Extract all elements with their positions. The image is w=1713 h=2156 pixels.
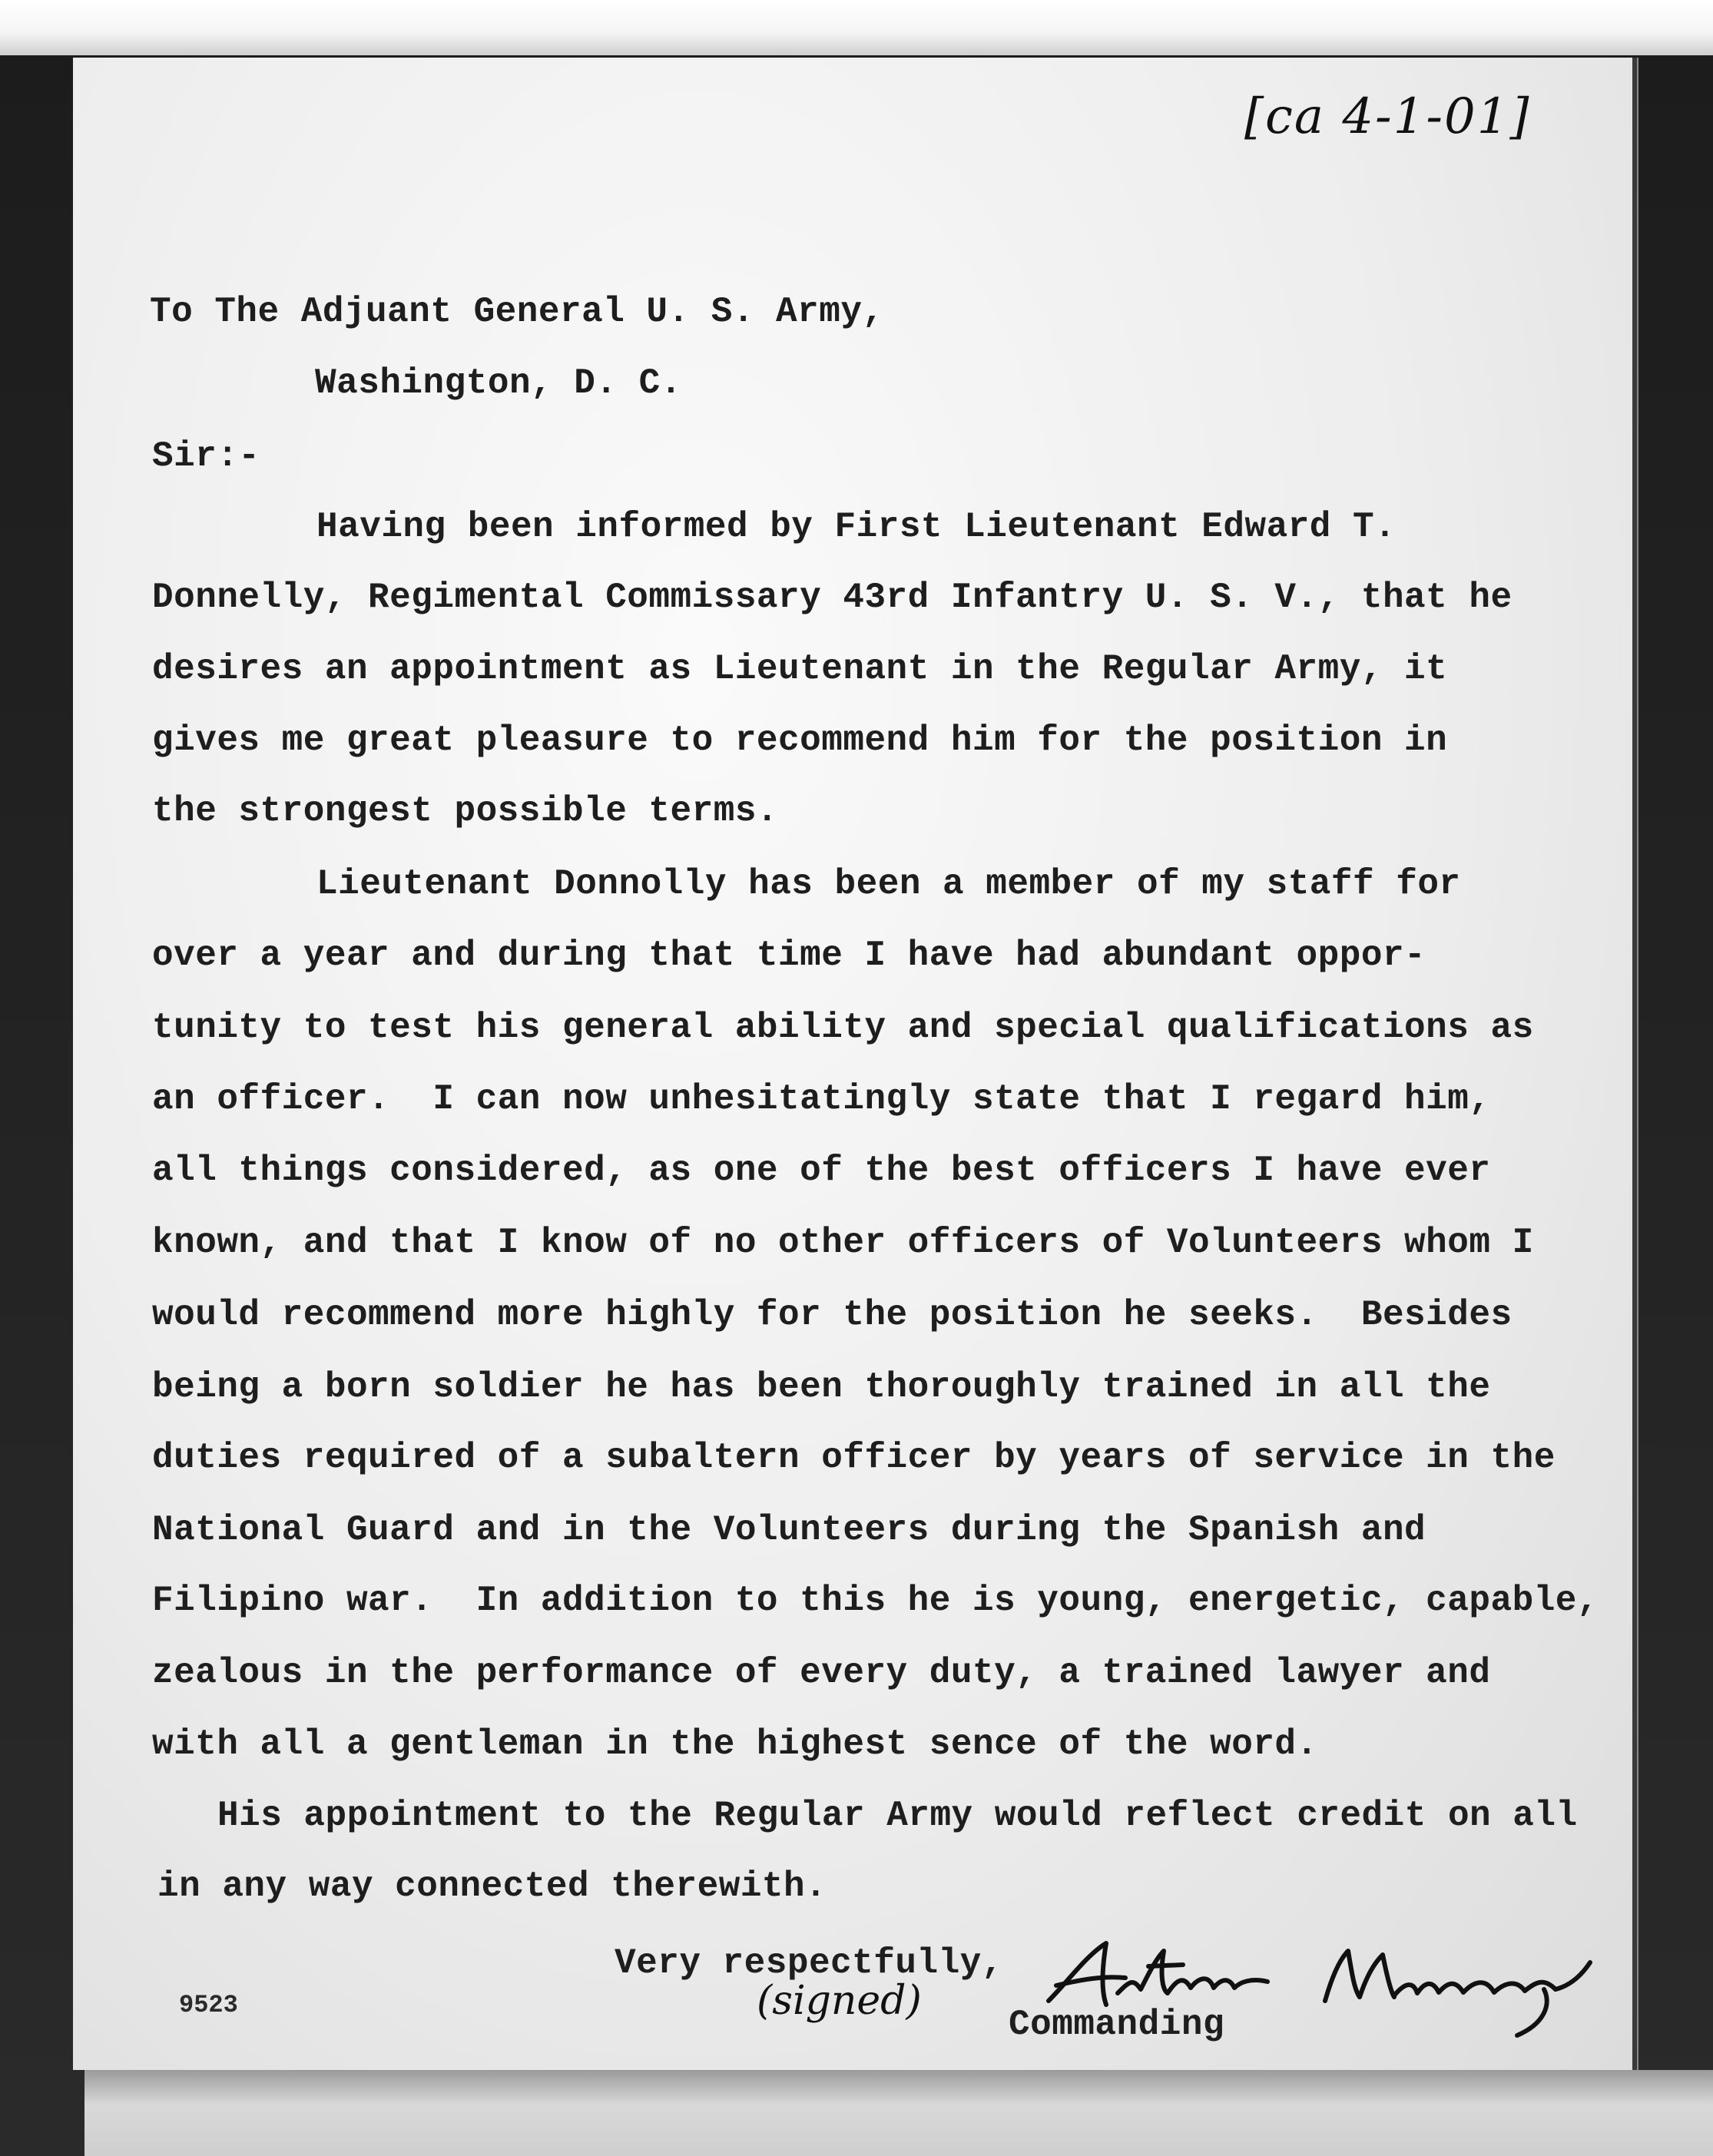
film-edge xyxy=(0,0,1713,55)
body-line: duties required of a subaltern officer by years of service in the xyxy=(152,1438,1556,1478)
body-line: zealous in the performance of every duty, a trained lawyer and xyxy=(152,1653,1491,1693)
backing-card xyxy=(84,2070,1713,2156)
handwritten-date-annotation: [ca 4-1-01] xyxy=(1244,88,1531,145)
body-line: being a born soldier he has been thoroughly trained in all the xyxy=(152,1367,1491,1407)
body-line: gives me great pleasure to recommend him for the position in xyxy=(152,720,1448,760)
body-line: an officer. I can now unhesitatingly state that I regard him, xyxy=(152,1079,1491,1119)
body-line: Having been informed by First Lieutenant Edward T. xyxy=(316,507,1397,547)
body-line: His appointment to the Regular Army would reflect credit on all xyxy=(217,1796,1578,1836)
body-line: in any way connected therewith. xyxy=(157,1866,827,1906)
body-line: all things considered, as one of the best officers I have ever xyxy=(152,1151,1491,1191)
handwritten-signed-note: (signed) xyxy=(757,1978,922,2024)
document-number: 9523 xyxy=(179,1991,238,2019)
addressee-line: To The Adjuant General U. S. Army, xyxy=(150,292,884,332)
signer-title: Commanding xyxy=(1009,2005,1225,2045)
closing: Very respectfully, xyxy=(615,1943,1003,1983)
letter-sheet xyxy=(73,58,1637,2070)
addressee-city-line: Washington, D. C. xyxy=(315,363,682,403)
body-line: desires an appointment as Lieutenant in the Regular Army, it xyxy=(152,649,1448,689)
body-line: with all a gentleman in the highest sence of the word. xyxy=(152,1724,1318,1764)
body-line: tunity to test his general ability and special qualifications as xyxy=(152,1008,1534,1048)
body-line: Donnelly, Regimental Commissary 43rd Infantry U. S. V., that he xyxy=(152,578,1513,618)
body-line: the strongest possible terms. xyxy=(152,791,779,831)
body-line: Lieutenant Donnolly has been a member of my staff for xyxy=(316,864,1461,904)
body-line: Filipino war. In addition to this he is young, energetic, capable, xyxy=(152,1581,1599,1621)
body-line: known, and that I know of no other officers of Volunteers whom I xyxy=(152,1223,1534,1263)
body-line: would recommend more highly for the position he seeks. Besides xyxy=(152,1295,1513,1335)
body-line: over a year and during that time I have had abundant oppor- xyxy=(152,936,1426,975)
body-line: National Guard and in the Volunteers during the Spanish and xyxy=(152,1510,1426,1550)
salutation: Sir:- xyxy=(152,436,260,476)
